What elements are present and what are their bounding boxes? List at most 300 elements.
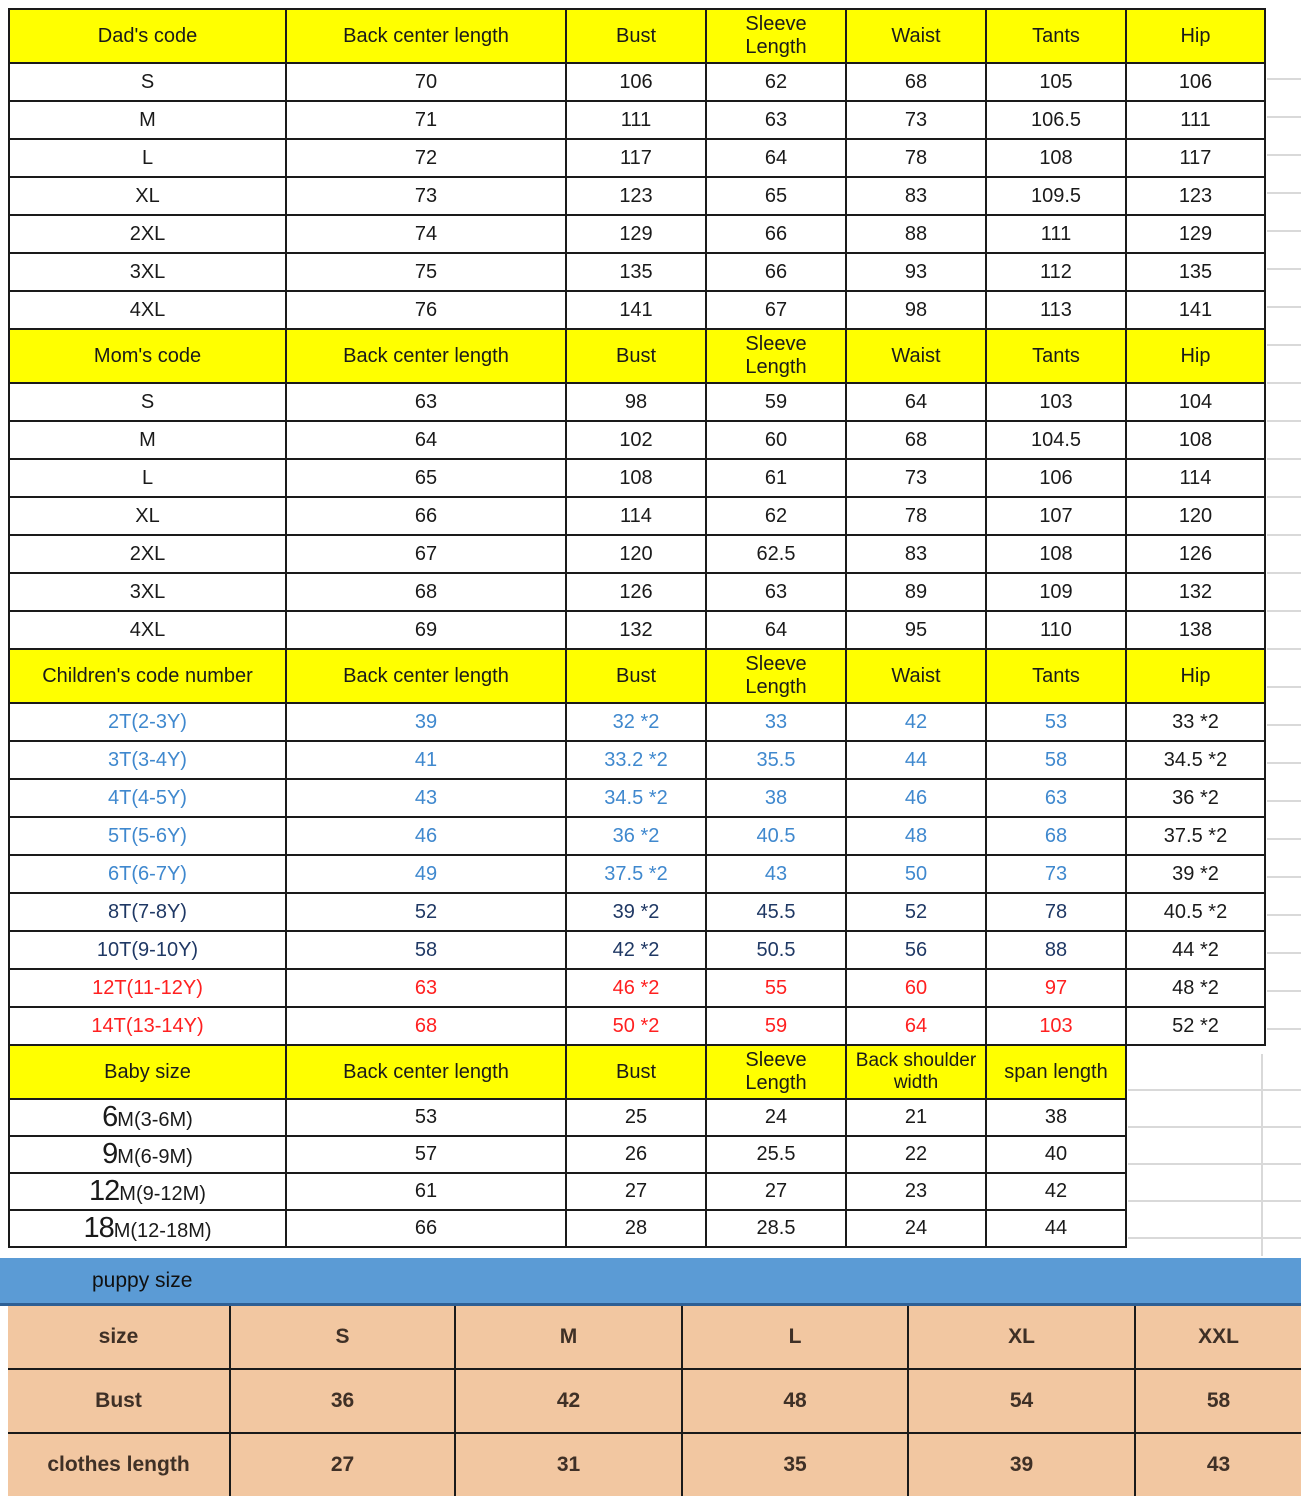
table-cell: 78 (846, 497, 986, 535)
mom-header-row (9, 329, 1265, 383)
table-cell: 5T(5-6Y) (9, 817, 286, 855)
puppy-cell: 42 (455, 1369, 682, 1433)
table-cell: 40.5 (706, 817, 846, 855)
puppy-cell: L (682, 1306, 908, 1369)
column-header-label: Sleeve Length (745, 653, 807, 698)
puppy-cell: 43 (1135, 1433, 1301, 1496)
table-cell: 33 (706, 703, 846, 741)
baby-size-label-rest: M(12-18M) (113, 1220, 212, 1242)
table-cell: 39 *2 (1126, 855, 1265, 893)
column-header-label: Hip (1180, 344, 1211, 367)
column-header-label: Tants (1032, 24, 1080, 47)
puppy-cell: 31 (455, 1433, 682, 1496)
puppy-size-table (8, 1306, 1301, 1496)
mom-column-header (846, 329, 986, 383)
table-cell: 135 (566, 253, 706, 291)
table-cell: 98 (846, 291, 986, 329)
table-cell: 67 (286, 535, 566, 573)
table-cell: 78 (846, 139, 986, 177)
table-cell: 12T(11-12Y) (9, 969, 286, 1007)
column-header-label: span length (1004, 1060, 1108, 1083)
table-cell: 66 (286, 1210, 566, 1247)
column-header-label: Back center length (343, 344, 509, 367)
table-cell: L (9, 139, 286, 177)
children-row (9, 779, 1265, 817)
table-cell: 83 (846, 535, 986, 573)
table-cell: 113 (986, 291, 1126, 329)
table-cell: 26 (566, 1136, 706, 1173)
table-cell: 93 (846, 253, 986, 291)
table-cell: 61 (706, 459, 846, 497)
table-cell: 57 (286, 1136, 566, 1173)
children-row (9, 969, 1265, 1007)
children-row (9, 893, 1265, 931)
table-cell: 6T(6-7Y) (9, 855, 286, 893)
baby-column-header (9, 1045, 286, 1099)
table-cell: 45.5 (706, 893, 846, 931)
table-cell: 65 (286, 459, 566, 497)
column-header-label: Children's code number (42, 664, 253, 687)
table-cell: S (9, 383, 286, 421)
column-header-label: Sleeve Length (745, 13, 807, 58)
children-column-header (846, 649, 986, 703)
table-cell: 66 (706, 215, 846, 253)
table-cell: 63 (986, 779, 1126, 817)
mom-row (9, 497, 1265, 535)
family-size-tables (8, 8, 1266, 1248)
mom-column-header (706, 329, 846, 383)
children-column-header (986, 649, 1126, 703)
table-cell: 42 (986, 1173, 1126, 1210)
table-cell: 62.5 (706, 535, 846, 573)
baby-size-label-big-digit: 18 (83, 1212, 114, 1244)
table-cell: 117 (1126, 139, 1265, 177)
table-cell: 114 (566, 497, 706, 535)
dad-column-header (706, 9, 846, 63)
table-cell: 38 (706, 779, 846, 817)
table-cell: 32 *2 (566, 703, 706, 741)
table-cell: 53 (286, 1099, 566, 1136)
puppy-cell: XXL (1135, 1306, 1301, 1369)
table-cell: 64 (706, 611, 846, 649)
baby-size-label-big-digit: 6 (102, 1101, 118, 1133)
column-header-label: Back center length (343, 24, 509, 47)
table-cell: 109.5 (986, 177, 1126, 215)
baby-column-header (566, 1045, 706, 1099)
table-cell: 2T(2-3Y) (9, 703, 286, 741)
table-cell: 108 (566, 459, 706, 497)
table-cell: 67 (706, 291, 846, 329)
table-cell: 126 (566, 573, 706, 611)
table-cell: 34.5 *2 (566, 779, 706, 817)
puppy-row-label: size (8, 1306, 230, 1369)
puppy-cell: 39 (908, 1433, 1135, 1496)
table-cell: 33.2 *2 (566, 741, 706, 779)
table-cell: 39 (286, 703, 566, 741)
table-cell: 43 (706, 855, 846, 893)
table-cell: M (9, 421, 286, 459)
table-cell: 42 *2 (566, 931, 706, 969)
table-cell: 106 (566, 63, 706, 101)
column-header-label: Tants (1032, 344, 1080, 367)
table-cell: 107 (986, 497, 1126, 535)
table-cell: 4XL (9, 291, 286, 329)
table-cell: 33 *2 (1126, 703, 1265, 741)
table-cell: 53 (986, 703, 1126, 741)
table-cell: 64 (706, 139, 846, 177)
table-cell: 126 (1126, 535, 1265, 573)
table-cell: 28.5 (706, 1210, 846, 1247)
dad-row (9, 63, 1265, 101)
table-cell: 50 *2 (566, 1007, 706, 1045)
table-cell: 63 (706, 573, 846, 611)
table-cell: 34.5 *2 (1126, 741, 1265, 779)
table-cell: 83 (846, 177, 986, 215)
table-cell: L (9, 459, 286, 497)
table-cell: 111 (986, 215, 1126, 253)
mom-row (9, 459, 1265, 497)
table-cell: 141 (566, 291, 706, 329)
table-cell: 25 (566, 1099, 706, 1136)
table-cell: 52 (846, 893, 986, 931)
table-cell: 108 (1126, 421, 1265, 459)
table-cell: 28 (566, 1210, 706, 1247)
puppy-row (8, 1306, 1301, 1369)
table-cell: S (9, 63, 286, 101)
column-header-label: Bust (615, 1060, 657, 1083)
mom-row (9, 611, 1265, 649)
baby-column-header (706, 1045, 846, 1099)
table-cell: 27 (566, 1173, 706, 1210)
table-cell: 132 (566, 611, 706, 649)
column-header-label: Back center length (343, 1060, 509, 1083)
table-cell: 40.5 *2 (1126, 893, 1265, 931)
dad-column-header (566, 9, 706, 63)
dad-header-row (9, 9, 1265, 63)
table-cell: 21 (846, 1099, 986, 1136)
puppy-row (8, 1433, 1301, 1496)
mom-row (9, 573, 1265, 611)
table-cell: 129 (1126, 215, 1265, 253)
puppy-size-title: puppy size (92, 1268, 193, 1292)
table-cell: 117 (566, 139, 706, 177)
table-cell: 22 (846, 1136, 986, 1173)
table-cell: 95 (846, 611, 986, 649)
children-column-header (1126, 649, 1265, 703)
table-cell: 73 (986, 855, 1126, 893)
dad-size-table (8, 8, 1266, 330)
column-header-label: Back shoulder width (855, 1050, 977, 1093)
table-cell: 50.5 (706, 931, 846, 969)
table-cell: 23 (846, 1173, 986, 1210)
table-cell: 123 (1126, 177, 1265, 215)
baby-row (9, 1210, 1126, 1247)
table-cell: 2XL (9, 215, 286, 253)
table-cell: 110 (986, 611, 1126, 649)
dad-column-header (1126, 9, 1265, 63)
baby-size-label (9, 1136, 286, 1173)
table-cell: 46 (846, 779, 986, 817)
table-cell: 70 (286, 63, 566, 101)
table-cell: 65 (706, 177, 846, 215)
column-header-label: Sleeve Length (745, 333, 807, 378)
table-cell: 62 (706, 63, 846, 101)
dad-column-header (9, 9, 286, 63)
table-cell: 106 (1126, 63, 1265, 101)
column-header-label: Dad's code (97, 24, 198, 47)
puppy-cell: 36 (230, 1369, 455, 1433)
table-cell: 49 (286, 855, 566, 893)
table-cell: 138 (1126, 611, 1265, 649)
table-cell: 62 (706, 497, 846, 535)
table-cell: 104 (1126, 383, 1265, 421)
dad-column-header (986, 9, 1126, 63)
table-cell: 97 (986, 969, 1126, 1007)
table-cell: 98 (566, 383, 706, 421)
table-cell: 44 (846, 741, 986, 779)
table-cell: 68 (846, 421, 986, 459)
table-cell: XL (9, 177, 286, 215)
table-cell: 48 (846, 817, 986, 855)
baby-row (9, 1173, 1126, 1210)
table-cell: 68 (286, 573, 566, 611)
dad-row (9, 291, 1265, 329)
table-cell: 68 (986, 817, 1126, 855)
children-column-header (706, 649, 846, 703)
table-cell: 66 (706, 253, 846, 291)
baby-size-label-rest: M(3-6M) (117, 1109, 193, 1131)
table-cell: 2XL (9, 535, 286, 573)
mom-row (9, 535, 1265, 573)
table-cell: 43 (286, 779, 566, 817)
table-cell: 68 (286, 1007, 566, 1045)
baby-column-header (846, 1045, 986, 1099)
table-cell: XL (9, 497, 286, 535)
spreadsheet-gridlines-baby-right (1128, 1054, 1301, 1256)
table-cell: 120 (566, 535, 706, 573)
table-cell: 25.5 (706, 1136, 846, 1173)
table-cell: 63 (706, 101, 846, 139)
table-cell: 10T(9-10Y) (9, 931, 286, 969)
table-cell: 123 (566, 177, 706, 215)
table-cell: 66 (286, 497, 566, 535)
baby-size-table (8, 1044, 1127, 1248)
table-cell: 63 (286, 383, 566, 421)
table-cell: 40 (986, 1136, 1126, 1173)
table-cell: 59 (706, 383, 846, 421)
mom-column-header (9, 329, 286, 383)
table-cell: 108 (986, 535, 1126, 573)
table-cell: 112 (986, 253, 1126, 291)
table-cell: 37.5 *2 (566, 855, 706, 893)
table-cell: 71 (286, 101, 566, 139)
table-cell: 74 (286, 215, 566, 253)
column-header-label: Waist (891, 664, 941, 687)
baby-size-label (9, 1173, 286, 1210)
table-cell: 111 (566, 101, 706, 139)
column-header-label: Bust (615, 344, 657, 367)
children-row (9, 1007, 1265, 1045)
table-cell: 3XL (9, 573, 286, 611)
table-cell: 38 (986, 1099, 1126, 1136)
table-cell: 60 (706, 421, 846, 459)
column-header-label: Tants (1032, 664, 1080, 687)
column-header-label: Back center length (343, 664, 509, 687)
mom-size-table (8, 328, 1266, 650)
mom-column-header (1126, 329, 1265, 383)
table-cell: 108 (986, 139, 1126, 177)
table-cell: 44 *2 (1126, 931, 1265, 969)
puppy-size-header (0, 1258, 1301, 1306)
baby-row (9, 1136, 1126, 1173)
column-header-label: Hip (1180, 664, 1211, 687)
table-cell: 106.5 (986, 101, 1126, 139)
mom-column-header (986, 329, 1126, 383)
table-cell: 78 (986, 893, 1126, 931)
table-cell: 69 (286, 611, 566, 649)
table-cell: 24 (846, 1210, 986, 1247)
table-cell: 103 (986, 383, 1126, 421)
puppy-cell: S (230, 1306, 455, 1369)
children-row (9, 855, 1265, 893)
mom-column-header (286, 329, 566, 383)
children-row (9, 931, 1265, 969)
table-cell: 102 (566, 421, 706, 459)
table-cell: 8T(7-8Y) (9, 893, 286, 931)
baby-size-label (9, 1210, 286, 1247)
table-cell: 73 (846, 101, 986, 139)
children-column-header (9, 649, 286, 703)
table-cell: 64 (846, 383, 986, 421)
table-cell: 4XL (9, 611, 286, 649)
table-cell: 103 (986, 1007, 1126, 1045)
table-cell: 109 (986, 573, 1126, 611)
column-header-label: Hip (1180, 24, 1211, 47)
dad-row (9, 177, 1265, 215)
baby-size-label-rest: M(9-12M) (119, 1183, 206, 1205)
table-cell: 104.5 (986, 421, 1126, 459)
baby-size-label-big-digit: 9 (102, 1138, 118, 1170)
table-cell: 64 (846, 1007, 986, 1045)
table-cell: 52 *2 (1126, 1007, 1265, 1045)
puppy-row-label: clothes length (8, 1433, 230, 1496)
table-cell: 48 *2 (1126, 969, 1265, 1007)
children-column-header (286, 649, 566, 703)
table-cell: 114 (1126, 459, 1265, 497)
dad-column-header (846, 9, 986, 63)
column-header-label: Sleeve Length (745, 1049, 807, 1094)
table-cell: 61 (286, 1173, 566, 1210)
dad-row (9, 139, 1265, 177)
table-cell: 135 (1126, 253, 1265, 291)
table-cell: 24 (706, 1099, 846, 1136)
table-cell: 73 (846, 459, 986, 497)
children-column-header (566, 649, 706, 703)
table-cell: 106 (986, 459, 1126, 497)
table-cell: 56 (846, 931, 986, 969)
table-cell: 88 (846, 215, 986, 253)
dad-row (9, 101, 1265, 139)
baby-size-label-rest: M(6-9M) (117, 1146, 193, 1168)
column-header-label: Baby size (104, 1060, 191, 1083)
children-row (9, 703, 1265, 741)
table-cell: 42 (846, 703, 986, 741)
table-cell: 36 *2 (1126, 779, 1265, 817)
spreadsheet-gridline-vertical (1261, 1054, 1263, 1256)
puppy-cell: 54 (908, 1369, 1135, 1433)
table-cell: 39 *2 (566, 893, 706, 931)
mom-row (9, 421, 1265, 459)
table-cell: 3XL (9, 253, 286, 291)
children-row (9, 741, 1265, 779)
mom-column-header (566, 329, 706, 383)
table-cell: 111 (1126, 101, 1265, 139)
table-cell: 73 (286, 177, 566, 215)
table-cell: 88 (986, 931, 1126, 969)
puppy-cell: 27 (230, 1433, 455, 1496)
baby-size-label-big-digit: 12 (89, 1175, 120, 1207)
table-cell: 52 (286, 893, 566, 931)
column-header-label: Waist (891, 344, 941, 367)
children-row (9, 817, 1265, 855)
table-cell: 44 (986, 1210, 1126, 1247)
column-header-label: Mom's code (93, 344, 202, 367)
table-cell: 76 (286, 291, 566, 329)
baby-column-header (986, 1045, 1126, 1099)
table-cell: 105 (986, 63, 1126, 101)
table-cell: 60 (846, 969, 986, 1007)
table-cell: 3T(3-4Y) (9, 741, 286, 779)
table-cell: 55 (706, 969, 846, 1007)
puppy-row-label: Bust (8, 1369, 230, 1433)
mom-row (9, 383, 1265, 421)
table-cell: 36 *2 (566, 817, 706, 855)
table-cell: 120 (1126, 497, 1265, 535)
puppy-cell: 58 (1135, 1369, 1301, 1433)
table-cell: M (9, 101, 286, 139)
table-cell: 141 (1126, 291, 1265, 329)
table-cell: 63 (286, 969, 566, 1007)
table-cell: 46 *2 (566, 969, 706, 1007)
dad-row (9, 253, 1265, 291)
column-header-label: Bust (615, 664, 657, 687)
baby-header-row (9, 1045, 1126, 1099)
table-cell: 132 (1126, 573, 1265, 611)
table-cell: 129 (566, 215, 706, 253)
table-cell: 35.5 (706, 741, 846, 779)
table-cell: 27 (706, 1173, 846, 1210)
table-cell: 41 (286, 741, 566, 779)
dad-column-header (286, 9, 566, 63)
column-header-label: Bust (615, 24, 657, 47)
children-size-table (8, 648, 1266, 1046)
table-cell: 58 (986, 741, 1126, 779)
table-cell: 72 (286, 139, 566, 177)
table-cell: 46 (286, 817, 566, 855)
baby-row (9, 1099, 1126, 1136)
table-cell: 37.5 *2 (1126, 817, 1265, 855)
table-cell: 58 (286, 931, 566, 969)
table-cell: 89 (846, 573, 986, 611)
baby-size-label (9, 1099, 286, 1136)
table-cell: 50 (846, 855, 986, 893)
table-cell: 64 (286, 421, 566, 459)
puppy-cell: M (455, 1306, 682, 1369)
table-cell: 75 (286, 253, 566, 291)
column-header-label: Waist (891, 24, 941, 47)
dad-row (9, 215, 1265, 253)
puppy-cell: XL (908, 1306, 1135, 1369)
